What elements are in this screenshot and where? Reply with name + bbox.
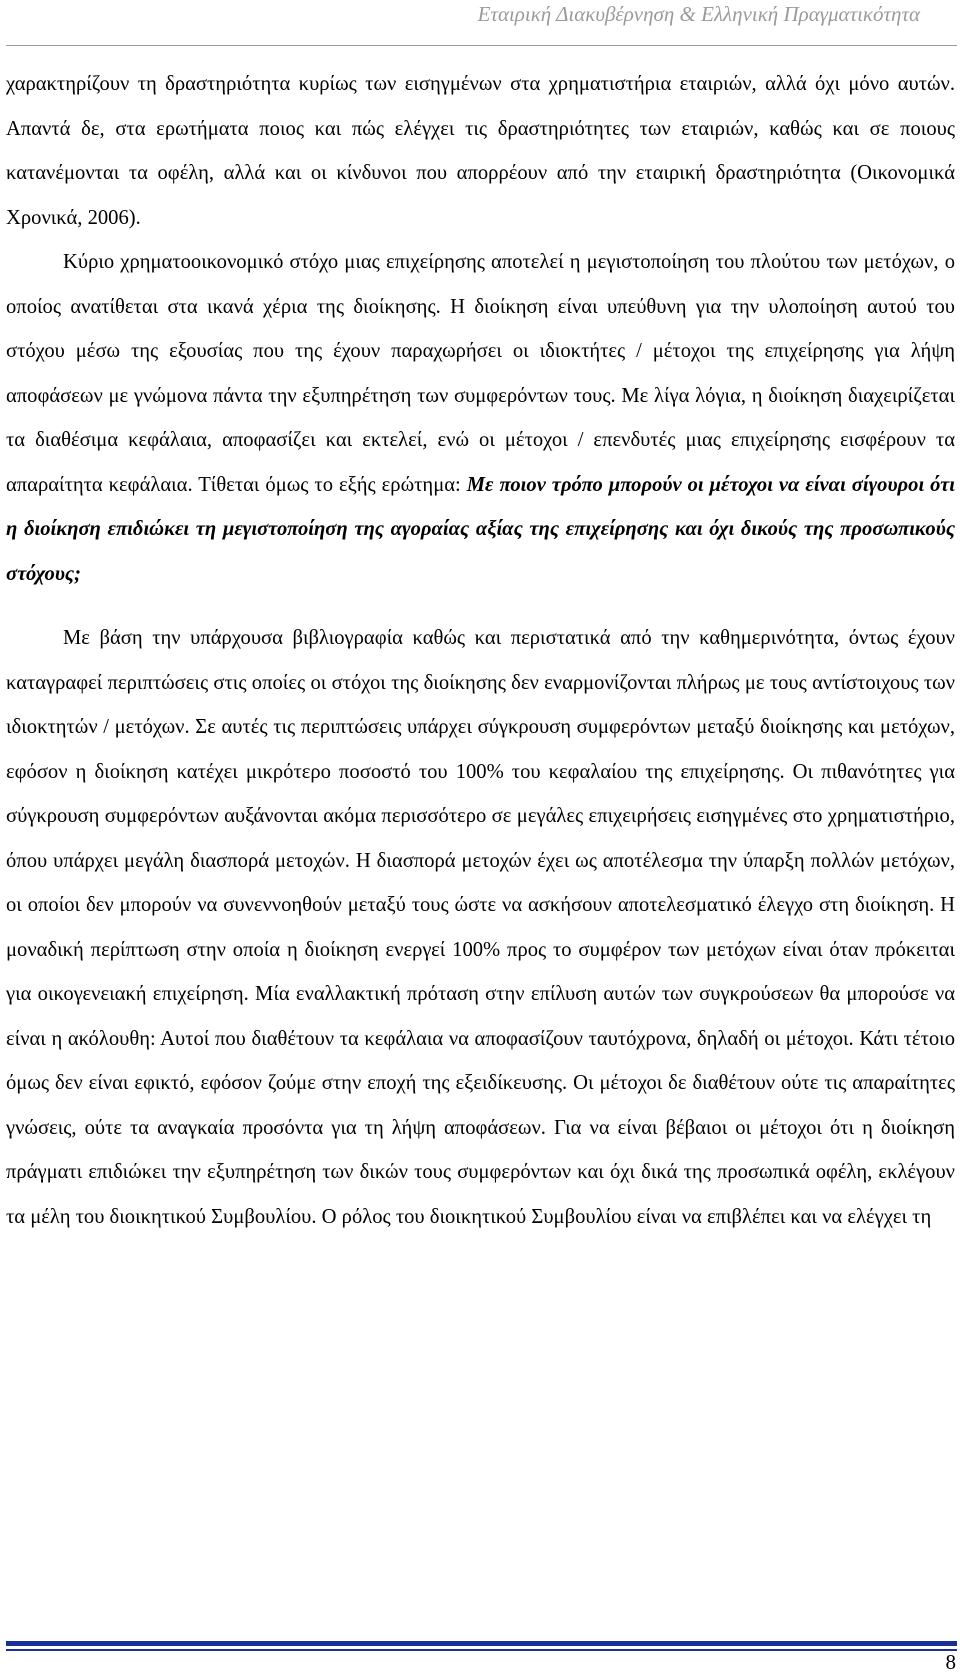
highlighted-question: Με ποιον τρόπο μπορούν οι μέτοχοι να είναι σίγουροι ότι η διοίκηση επιδιώκει τη μεγιστοποίηση της αγοραίας αξίας της επιχείρησης και όχι δικούς της προσωπικούς στόχους; xyxy=(6,473,955,585)
footer-divider-thick xyxy=(6,1641,957,1646)
paragraph-financial-goal xyxy=(6,240,955,596)
running-header: Εταιρική Διακυβέρνηση & Ελληνική Πραγματικότητα xyxy=(477,2,920,26)
footer-divider-thin xyxy=(6,1649,957,1651)
header-divider xyxy=(6,45,957,46)
paragraph-continuation: χαρακτηρίζουν τη δραστηριότητα κυρίως των εισηγμένων στα χρηματιστήρια εταιριών, αλλά όχι μόνο αυτών. Απαντά δε, στα ερωτήματα ποιος και πώς ελέγχει τις δραστηριότητες των εταιριών, καθώς και σε ποιους κατανέμονται τα οφέλη, αλλά και οι κίνδυνοι που απορρέουν από την εταιρική δραστηριότητα (Οικονομικά Χρονικά, 2006). xyxy=(6,73,955,229)
page-body xyxy=(6,62,955,1239)
paragraph-text: Κύριο χρηματοοικονομικό στόχο μιας επιχείρησης αποτελεί η μεγιστοποίηση του πλούτου των μετόχων, ο οποίος ανατίθεται στα ικανά χέρια της διοίκησης. Η διοίκηση είναι υπεύθυνη για την υλοποίηση αυτού του στόχου μέσω της εξουσίας που της έχουν παραχωρήσει οι ιδιοκτήτες / μέτοχοι της επιχείρησης για λήψη αποφάσεων με γνώμονα πάντα την εξυπηρέτηση των συμφερόντων τους. Με λίγα λόγια, η διοίκηση διαχειρίζεται τα διαθέσιμα κεφάλαια, αποφασίζει και εκτελεί, ενώ οι μέτοχοι / επενδυτές μιας επιχείρησης εισφέρουν τα απαραίτητα κεφάλαια. Τίθεται όμως το εξής ερώτημα: xyxy=(6,251,955,496)
page-number: 8 xyxy=(945,1650,956,1674)
paragraph-conflict-of-interest: Με βάση την υπάρχουσα βιβλιογραφία καθώς και περιστατικά από την καθημερινότητα, όντως έχουν καταγραφεί περιπτώσεις στις οποίες οι στόχοι της διοίκησης δεν εναρμονίζονται πλήρως με τους αντίστοιχους των ιδιοκτητών / μετόχων. Σε αυτές τις περιπτώσεις υπάρχει σύγκρουση συμφερόντων μεταξύ διοίκησης και μετόχων, εφόσον η διοίκηση κατέχει μικρότερο ποσοστό του 100% του κεφαλαίου της επιχείρησης. Οι πιθανότητες για σύγκρουση συμφερόντων αυξάνονται ακόμα περισσότερο σε μεγάλες επιχειρήσεις εισηγμένες στο χρηματιστήριο, όπου υπάρχει μεγάλη διασπορά μετοχών. Η διασπορά μετοχών έχει ως αποτέλεσμα την ύπαρξη πολλών μετόχων, οι οποίοι δεν μπορούν να συνεννοηθούν μεταξύ τους ώστε να ασκήσουν αποτελεσματικό έλεγχο στη διοίκηση. Η μοναδική περίπτωση στην οποία η διοίκηση ενεργεί 100% προς το συμφέρον των μετόχων είναι όταν πρόκειται για οικογενειακή επιχείρηση. Μία εναλλακτική πρόταση στην επίλυση αυτών των συγκρούσεων θα μπορούσε να είναι η ακόλουθη: Αυτοί που διαθέτουν τα κεφάλαια να αποφασίζουν ταυτόχρονα, δηλαδή οι μέτοχοι. Κάτι τέτοιο όμως δεν είναι εφικτό, εφόσον ζούμε στην εποχή της εξειδίκευσης. Οι μέτοχοι δε διαθέτουν ούτε τις απαραίτητες γνώσεις, ούτε τα αναγκαία προσόντα για τη λήψη αποφάσεων. Για να είναι βέβαιοι οι μέτοχοι ότι η διοίκηση πράγματι επιδιώκει την εξυπηρέτηση των δικών τους συμφερόντων και όχι δικά της προσωπικά οφέλη, εκλέγουν τα μέλη του διοικητικού Συμβουλίου. Ο ρόλος του διοικητικού Συμβουλίου είναι να επιβλέπει και να ελέγχει τη xyxy=(6,627,955,1228)
